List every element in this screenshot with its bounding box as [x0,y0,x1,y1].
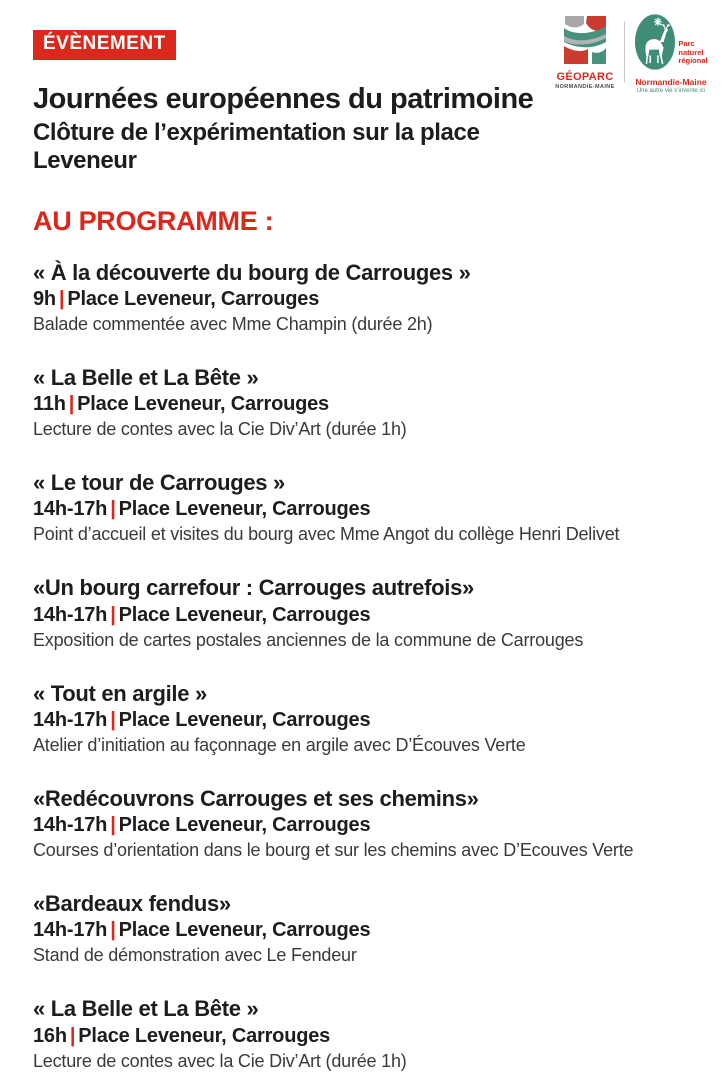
event-time: 9h [33,287,56,310]
geoparc-abstract-art-icon [562,51,608,68]
event-time: 14h-17h [33,498,108,521]
geoparc-name: GÉOPARC [556,71,614,83]
event-description: Atelier d’initiation au façonnage en argile avec D’Écouves Verte [33,734,526,755]
parc-naturel-logo [632,13,710,94]
event-badge: ÉVÈNEMENT [33,30,176,60]
parc-naturel-name: Normandie-Maine [635,77,707,87]
event-description: Exposition de cartes postales anciennes de la commune de Carrouges [33,629,584,650]
parc-naturel-type-line: Parc [678,39,695,49]
event-time: 14h-17h [33,919,108,942]
pipe-separator: | [58,287,65,310]
event-item [33,681,691,757]
geoparc-region: NORMANDIE-MAINE [555,84,615,90]
stag-oval-icon [634,13,676,76]
event-time: 16h [33,1024,67,1047]
event-title: « La Belle et La Bête » [33,996,259,1022]
page-subtitle: Clôture de l’expérimentation sur la place Leveneur [33,119,480,174]
logo-divider [624,21,625,83]
pipe-separator: | [69,1024,76,1047]
pipe-separator: | [110,603,116,626]
parc-naturel-type-line: régional [678,56,708,66]
event-item [33,891,691,967]
events-list [33,260,691,1073]
event-place: Place Leveneur, Carrouges [118,708,371,731]
event-title: «Redécouvrons Carrouges et ses chemins» [33,785,479,811]
event-item [33,470,691,546]
event-title: « Tout en argile » [33,680,207,706]
geoparc-logo [553,13,617,90]
event-time: 14h-17h [33,708,108,731]
event-description: Stand de démonstration avec Le Fendeur [33,945,357,966]
event-meta [33,497,691,521]
event-item [33,365,691,441]
pipe-separator: | [110,814,116,837]
event-meta [33,287,691,311]
pipe-separator: | [110,498,116,521]
event-place: Place Leveneur, Carrouges [118,603,371,626]
event-place: Place Leveneur, Carrouges [77,393,329,416]
event-description: Balade commentée avec Mme Champin (durée 2h) [33,313,433,334]
event-title: «Bardeaux fendus» [33,891,231,916]
parc-naturel-type [678,40,707,76]
parc-naturel-tagline: Une autre vie s’invente ici [636,88,706,94]
event-title: « La Belle et La Bête » [33,364,259,390]
pipe-separator: | [68,393,75,416]
event-place: Place Leveneur, Carrouges [118,919,371,942]
event-description: Courses d’orientation dans le bourg et sur les chemins avec D’Ecouves Verte [33,840,634,861]
event-place: Place Leveneur, Carrouges [118,498,371,521]
event-place: Place Leveneur, Carrouges [78,1024,331,1047]
program-heading: AU PROGRAMME : [33,205,274,236]
event-description: Lecture de contes avec la Cie Div’Art (durée 1h) [33,1050,407,1071]
event-title: « À la découverte du bourg de Carrouges » [33,259,471,285]
pipe-separator: | [110,708,116,731]
event-meta [33,918,691,942]
event-meta [33,603,691,627]
event-description: Lecture de contes avec la Cie Div’Art (durée 1h) [33,419,407,440]
event-place: Place Leveneur, Carrouges [67,287,320,310]
event-place: Place Leveneur, Carrouges [118,814,371,837]
event-description: Point d’accueil et visites du bourg avec Mme Angot du collège Henri Delivet [33,524,620,545]
event-title: «Un bourg carrefour : Carrouges autrefois» [33,575,474,601]
event-item [33,575,691,651]
event-item [33,996,691,1072]
logo-group [553,13,710,94]
event-item [33,786,691,862]
event-time: 14h-17h [33,603,108,626]
pipe-separator: | [110,919,116,942]
page-title: Journées européennes du patrimoine [33,83,534,115]
event-meta [33,708,691,732]
event-title: « Le tour de Carrouges » [33,470,285,495]
event-time: 11h [33,393,66,416]
event-meta [33,392,691,416]
event-meta [33,1024,691,1048]
parc-naturel-type-line: naturel [678,47,704,57]
event-time: 14h-17h [33,814,108,837]
event-item [33,260,691,336]
event-meta [33,813,691,837]
